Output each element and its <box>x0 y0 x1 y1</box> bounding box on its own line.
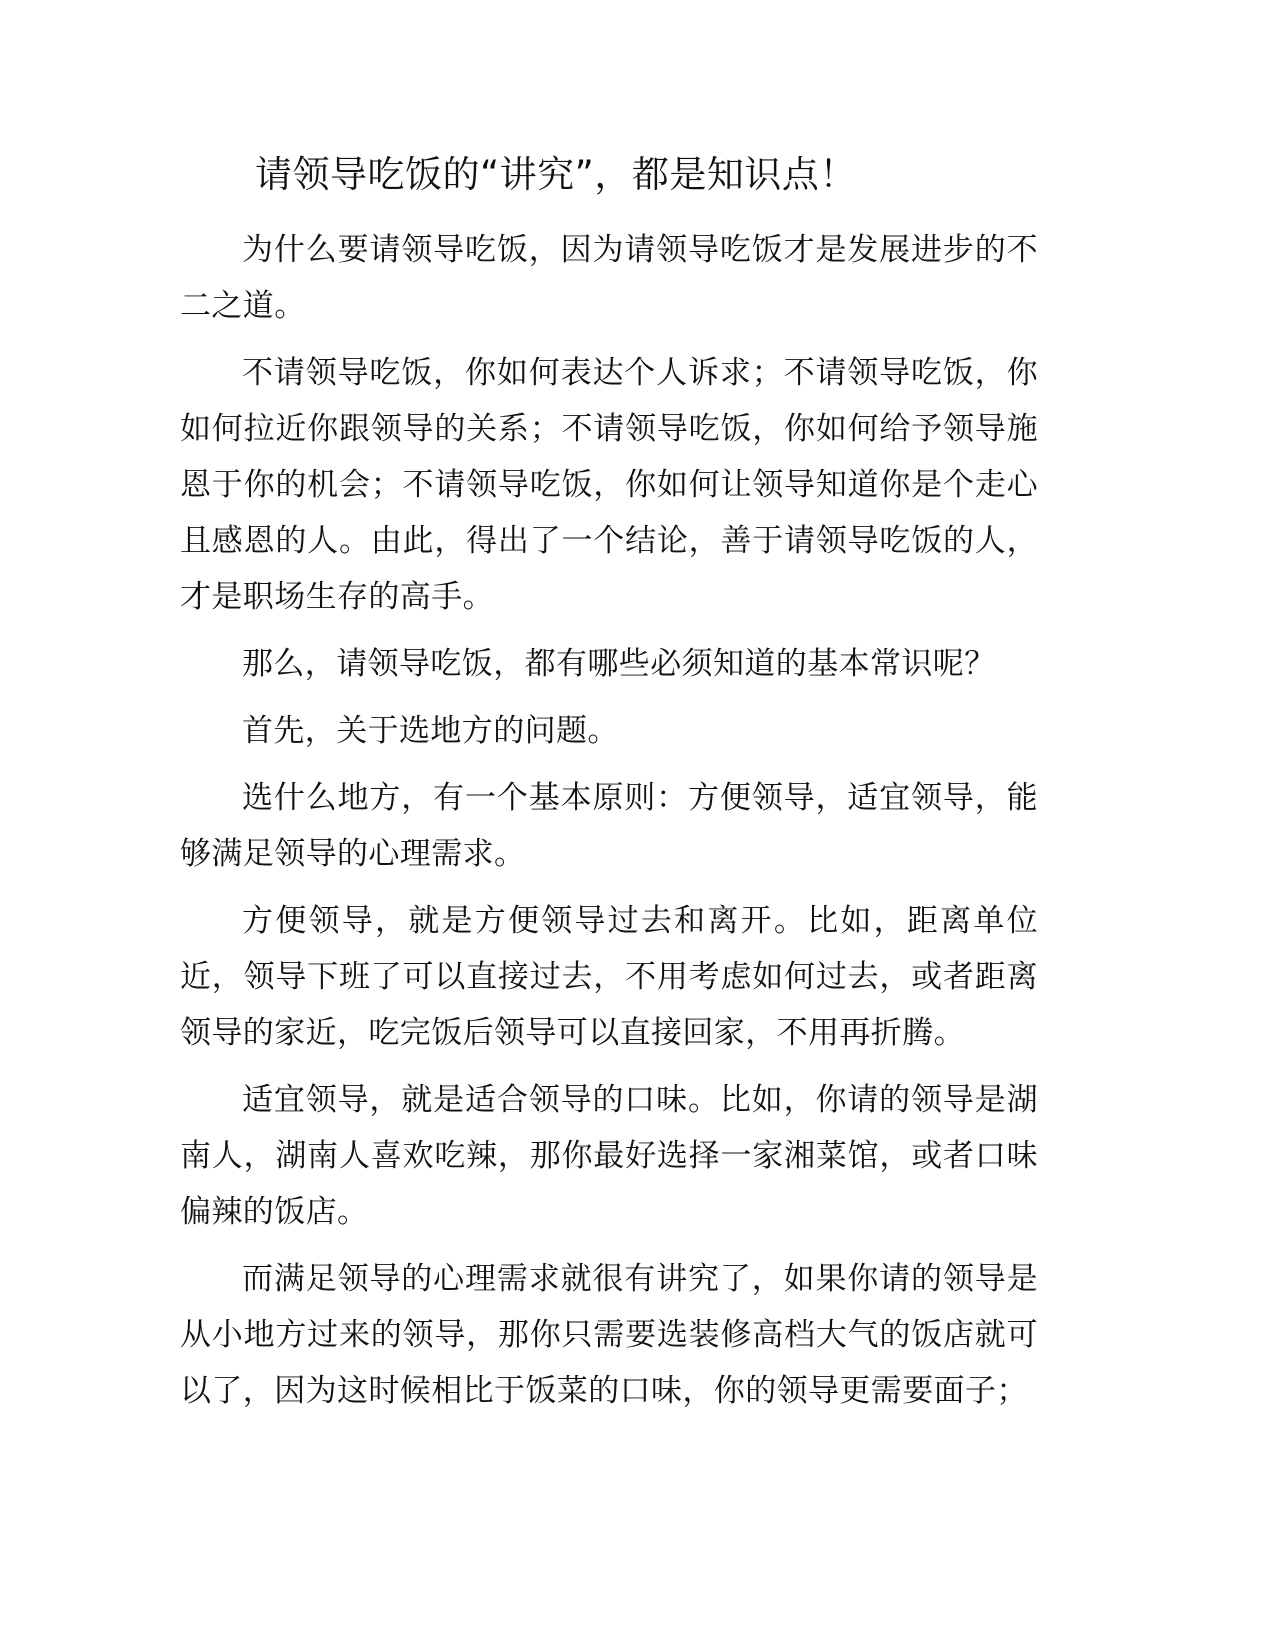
paragraph: 不请领导吃饭，你如何表达个人诉求；不请领导吃饭，你如何拉近你跟领导的关系；不请领导吃饭，你如何给予领导施恩于你的机会；不请领导吃饭，你如何让领导知道你是个走心且感恩的人。由此，得出了一个结论，善于请领导吃饭的人，才是职场生存的高手。 <box>180 355 1038 615</box>
paragraph: 适宜领导，就是适合领导的口味。比如，你请的领导是湖南人，湖南人喜欢吃辣，那你最好选择一家湘菜馆，或者口味偏辣的饭店。 <box>180 1082 1038 1230</box>
paragraph: 那么，请领导吃饭，都有哪些必须知道的基本常识呢？ <box>242 646 996 682</box>
paragraph: 选什么地方，有一个基本原则：方便领导，适宜领导，能够满足领导的心理需求。 <box>180 780 1038 872</box>
paragraph: 首先，关于选地方的问题。 <box>242 713 619 749</box>
paragraph: 而满足领导的心理需求就很有讲究了，如果你请的领导是从小地方过来的领导，那你只需要选装修高档大气的饭店就可以了，因为这时候相比于饭菜的口味，你的领导更需要面子； <box>180 1261 1038 1409</box>
document-title: 请领导吃饭的“讲究”，都是知识点！ <box>255 153 857 196</box>
paragraph: 为什么要请领导吃饭，因为请领导吃饭才是发展进步的不二之道。 <box>180 232 1038 324</box>
document-body <box>180 222 1038 1430</box>
paragraph: 方便领导，就是方便领导过去和离开。比如，距离单位近，领导下班了可以直接过去，不用考虑如何过去，或者距离领导的家近，吃完饭后领导可以直接回家，不用再折腾。 <box>180 903 1038 1051</box>
